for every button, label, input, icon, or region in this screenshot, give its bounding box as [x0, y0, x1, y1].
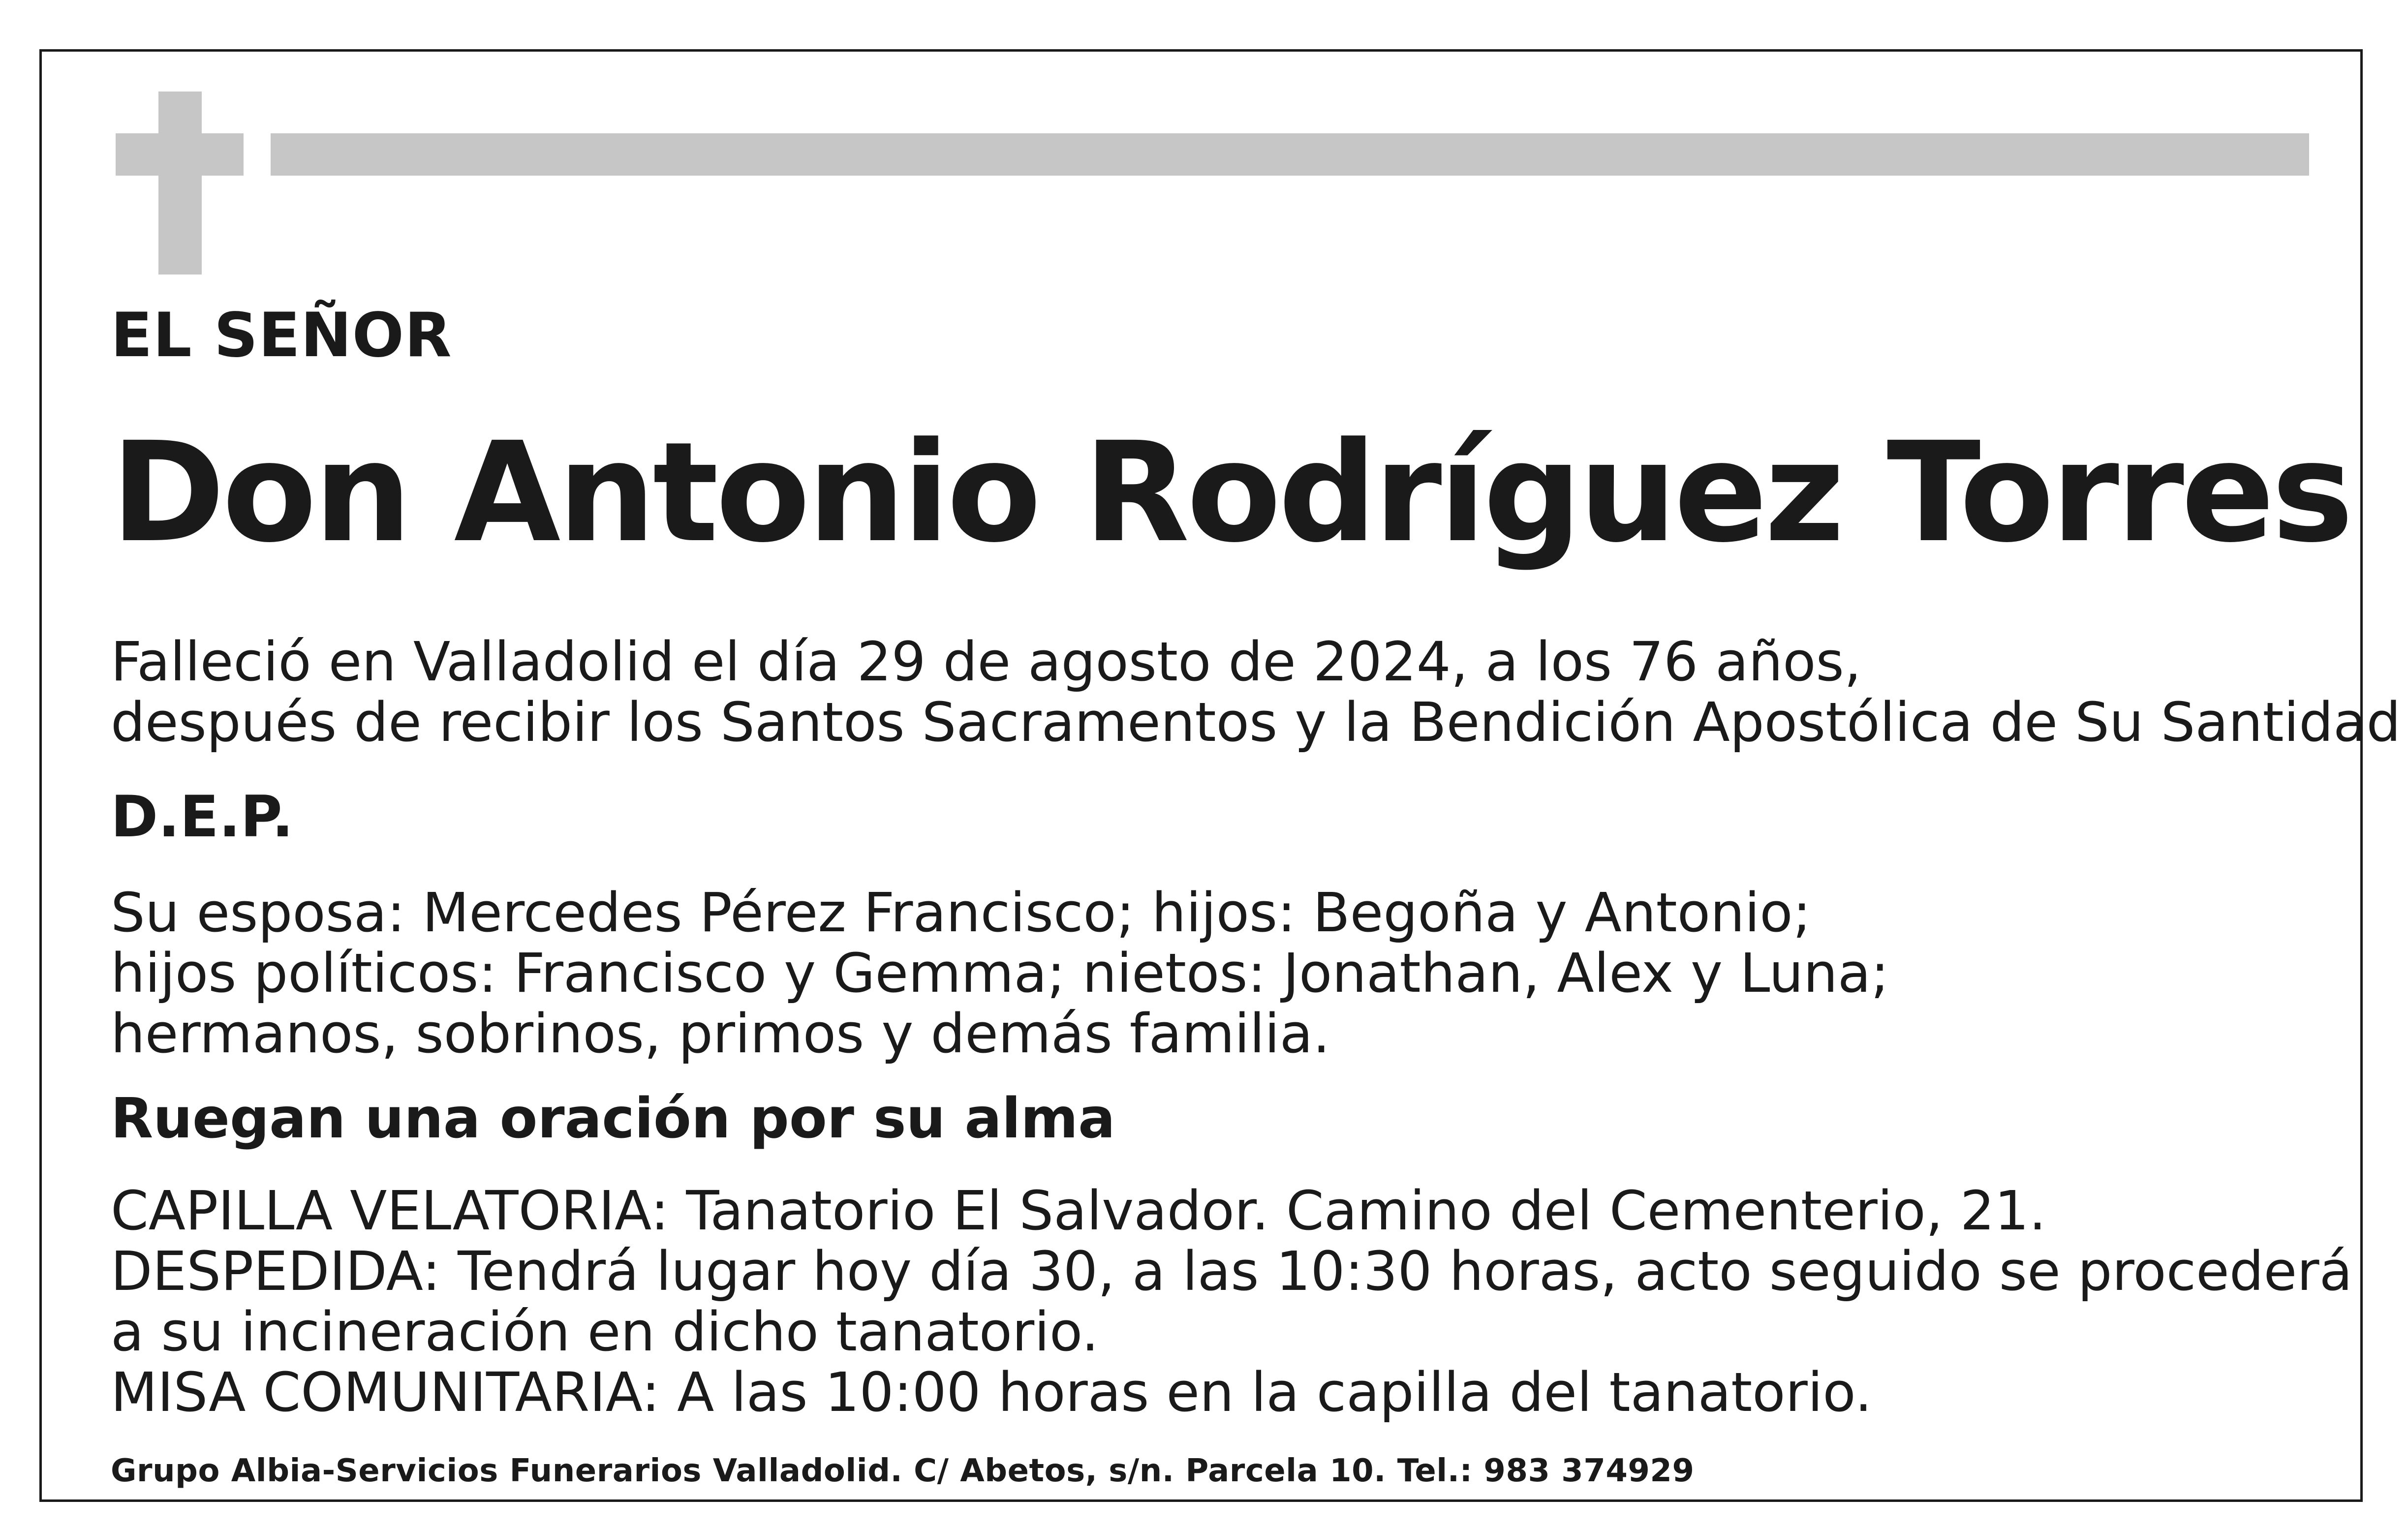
dep-label: D.E.P. [111, 784, 294, 850]
prayer-request: Ruegan una oración por su alma [111, 1087, 1115, 1151]
honorific: EL SEÑOR [111, 300, 452, 371]
service-line: a su incineración en dicho tanatorio. [111, 1300, 1099, 1363]
service-line: MISA COMUNITARIA: A las 10:00 horas en la capilla del tanatorio. [111, 1361, 1872, 1424]
funeral-home-footer: Grupo Albia-Servicios Funerarios Valladolid. C/ Abetos, s/n. Parcela 10. Tel.: 983 374929 [111, 1453, 1695, 1489]
cross-horizontal-bar [116, 133, 244, 176]
family-line: Su esposa: Mercedes Pérez Francisco; hijos: Begoña y Antonio; [111, 881, 1811, 944]
service-line: DESPEDIDA: Tendrá lugar hoy día 30, a las 10:30 horas, acto seguido se procederá [111, 1240, 2352, 1303]
death-line: Falleció en Valladolid el día 29 de agosto de 2024, a los 76 años, [111, 630, 1861, 693]
header-rule [271, 133, 2309, 176]
deceased-name: Don Antonio Rodríguez Torres [111, 413, 2351, 573]
cross-vertical-bar [158, 92, 202, 275]
service-line: CAPILLA VELATORIA: Tanatorio El Salvador. Camino del Cementerio, 21. [111, 1179, 2046, 1242]
family-line: hijos políticos: Francisco y Gemma; nietos: Jonathan, Alex y Luna; [111, 942, 1889, 1005]
family-line: hermanos, sobrinos, primos y demás familia. [111, 1002, 1330, 1065]
death-details [111, 632, 2401, 753]
service-details [111, 1181, 2352, 1423]
death-line: después de recibir los Santos Sacramentos y la Bendición Apostólica de Su Santidad [111, 691, 2401, 754]
family-list [111, 883, 1889, 1064]
